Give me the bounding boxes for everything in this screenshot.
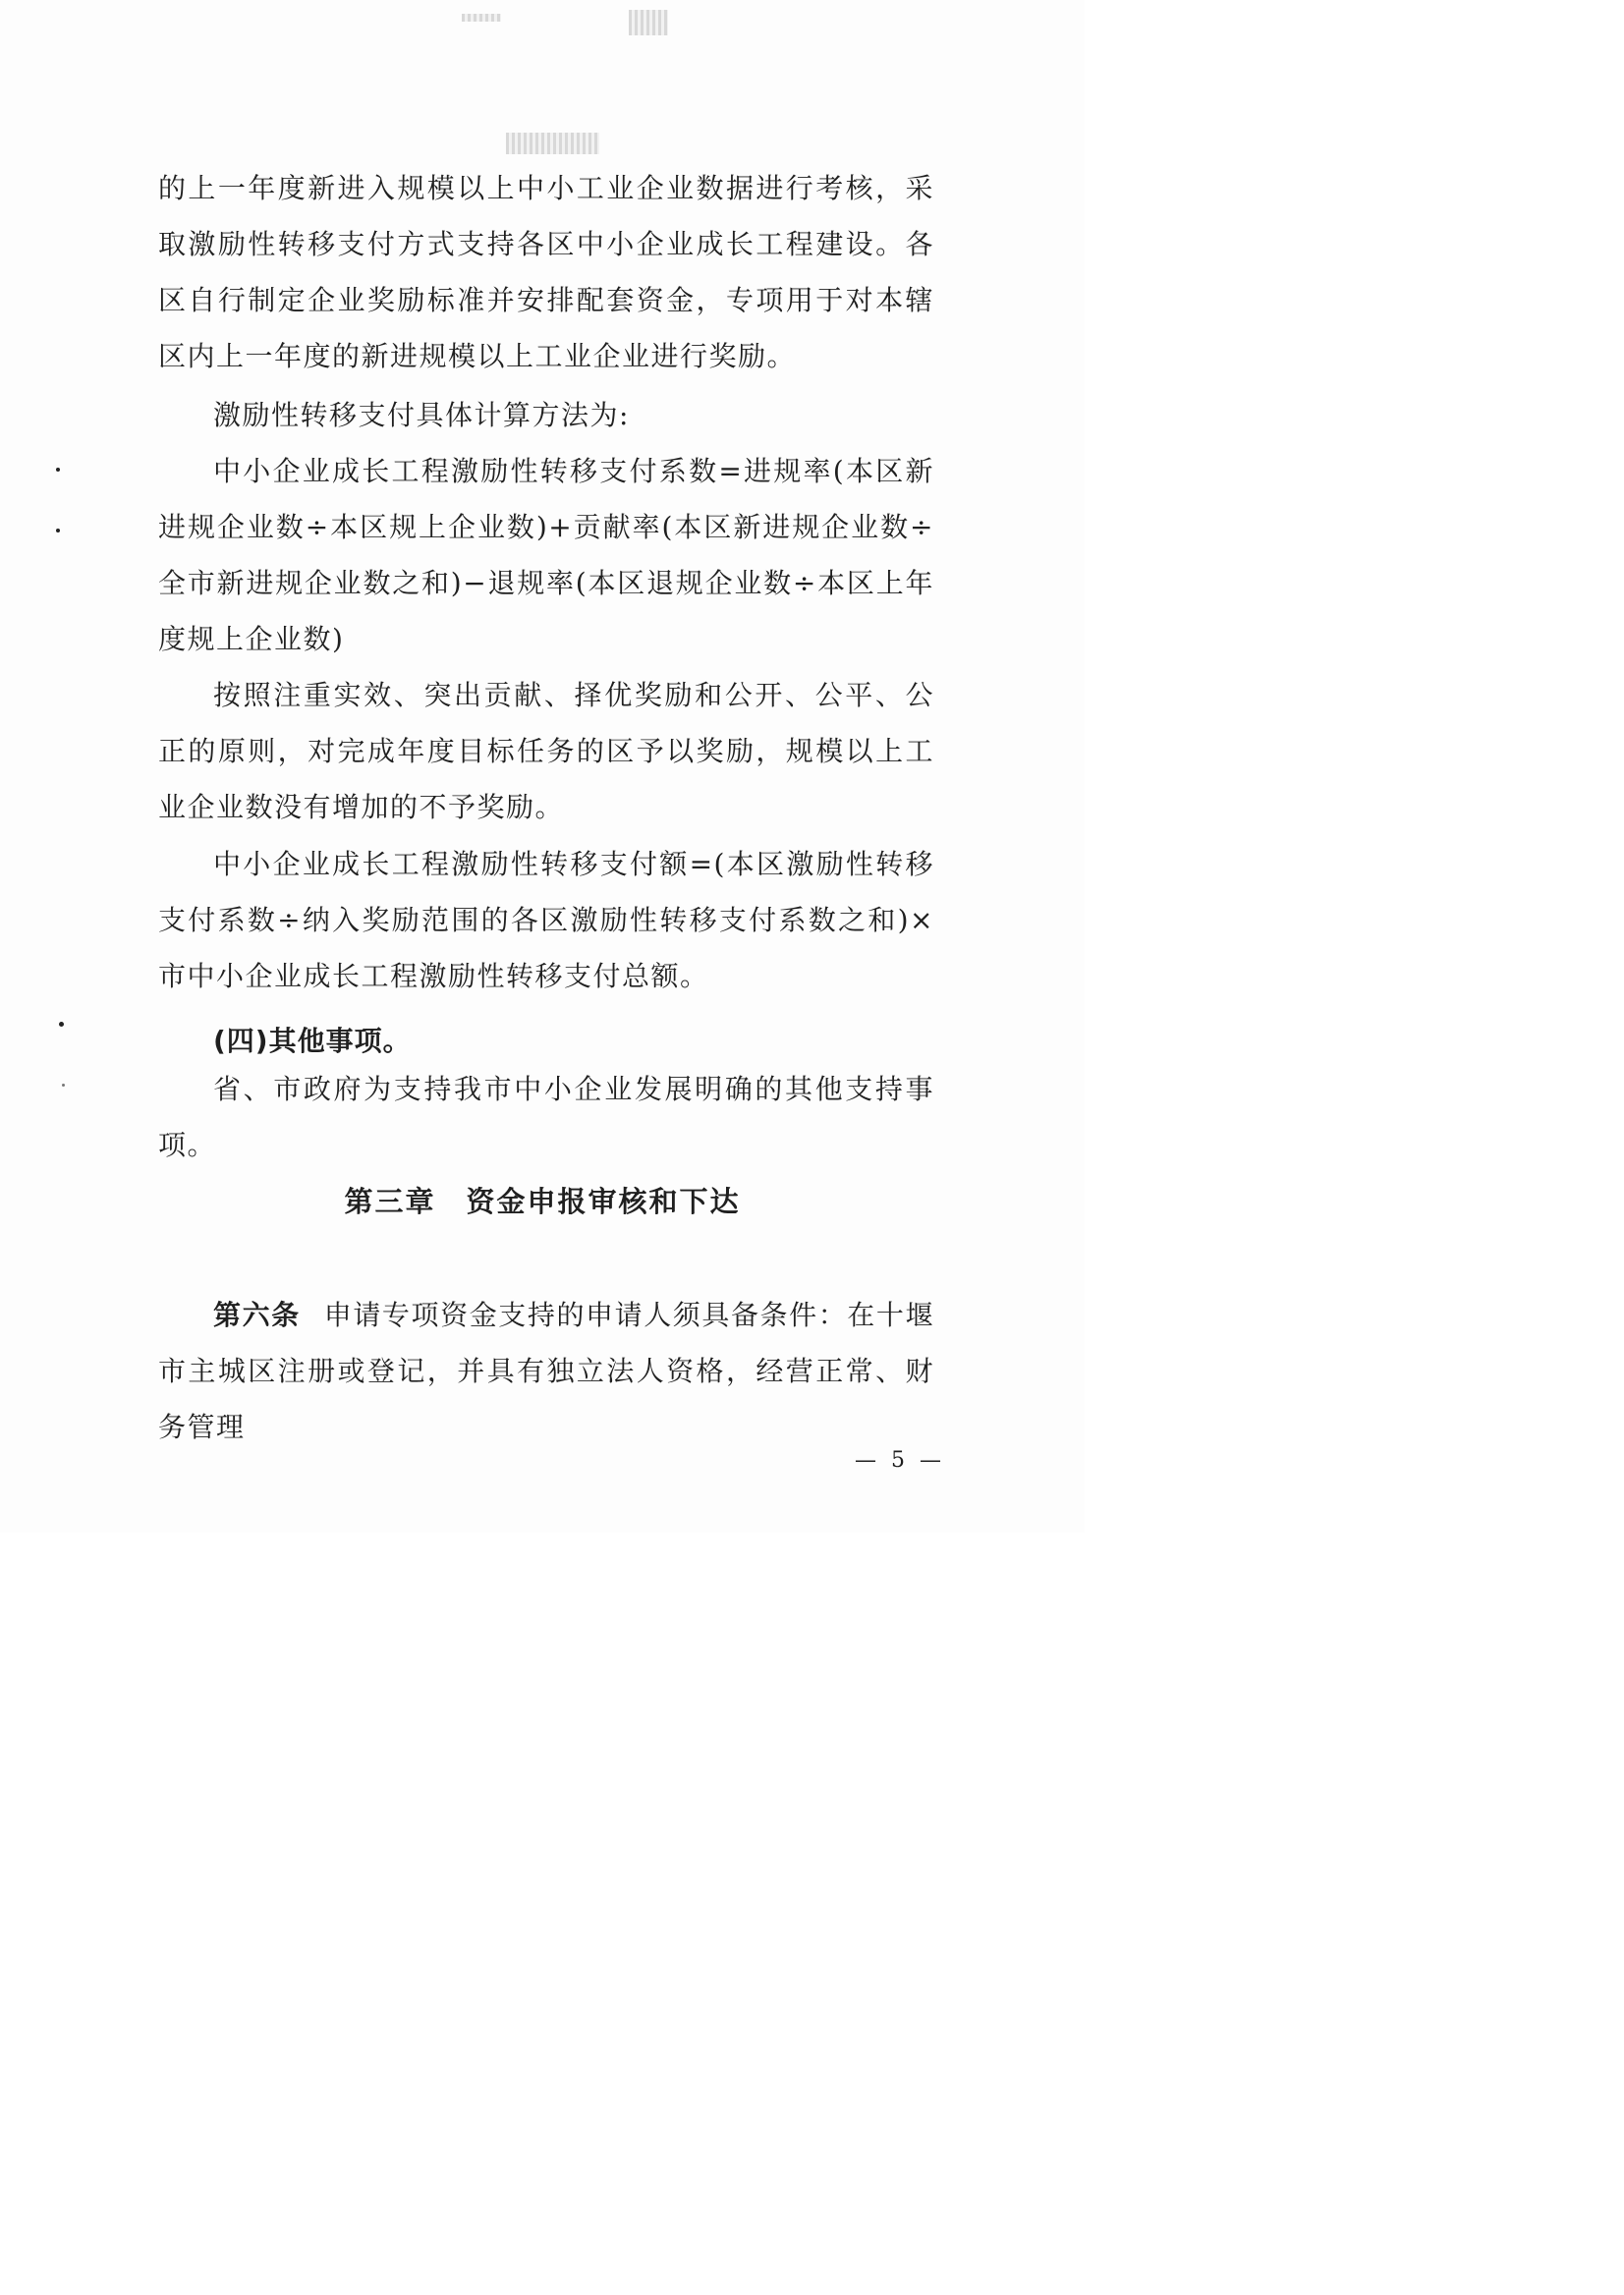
paragraph-calculation-intro: 激励性转移支付具体计算方法为:	[213, 399, 630, 431]
paragraph-payment-formula: 中小企业成长工程激励性转移支付额=(本区激励性转移支付系数÷纳入奖励范围的各区激励性转移支付系数之和)×市中小企业成长工程激励性转移支付总额。	[158, 848, 934, 992]
paragraph-other-support: 省、市政府为支持我市中小企业发展明确的其他支持事项。	[158, 1073, 934, 1161]
paragraph-continuation: 的上一年度新进入规模以上中小工业企业数据进行考核，采取激励性转移支付方式支持各区中小企业成长工程建设。各区自行制定企业奖励标准并安排配套资金，专项用于对本辖区内上一年度的新进规模以上工业企业进行奖励。	[158, 172, 934, 372]
article-label: 第六条	[213, 1299, 301, 1331]
scan-artifact	[506, 133, 599, 154]
scan-artifact	[462, 14, 501, 22]
section-heading-other: (四)其他事项。	[213, 1025, 412, 1057]
margin-mark	[62, 1084, 65, 1087]
paragraph-coefficient-formula: 中小企业成长工程激励性转移支付系数=进规率(本区新进规企业数÷本区规上企业数)+贡献率(本区新进规企业数÷全市新进规企业数之和)−退规率(本区退规企业数÷本区上年度规上企业数)	[158, 455, 934, 655]
margin-mark	[56, 529, 60, 532]
chapter-title: 第三章 资金申报审核和下达	[344, 1185, 741, 1218]
scan-artifact	[629, 10, 668, 35]
document-page	[0, 0, 1085, 1533]
article-text: 申请专项资金支持的申请人须具备条件：在十堰市主城区注册或登记，并具有独立法人资格，经营正常、财务管理	[158, 1299, 934, 1443]
margin-mark	[59, 1022, 64, 1027]
article-6	[158, 1287, 934, 1455]
page-number: — 5 —	[855, 1448, 945, 1473]
paragraph-reward-principle: 按照注重实效、突出贡献、择优奖励和公开、公平、公正的原则，对完成年度目标任务的区予以奖励，规模以上工业企业数没有增加的不予奖励。	[158, 679, 934, 823]
margin-mark	[56, 468, 60, 472]
